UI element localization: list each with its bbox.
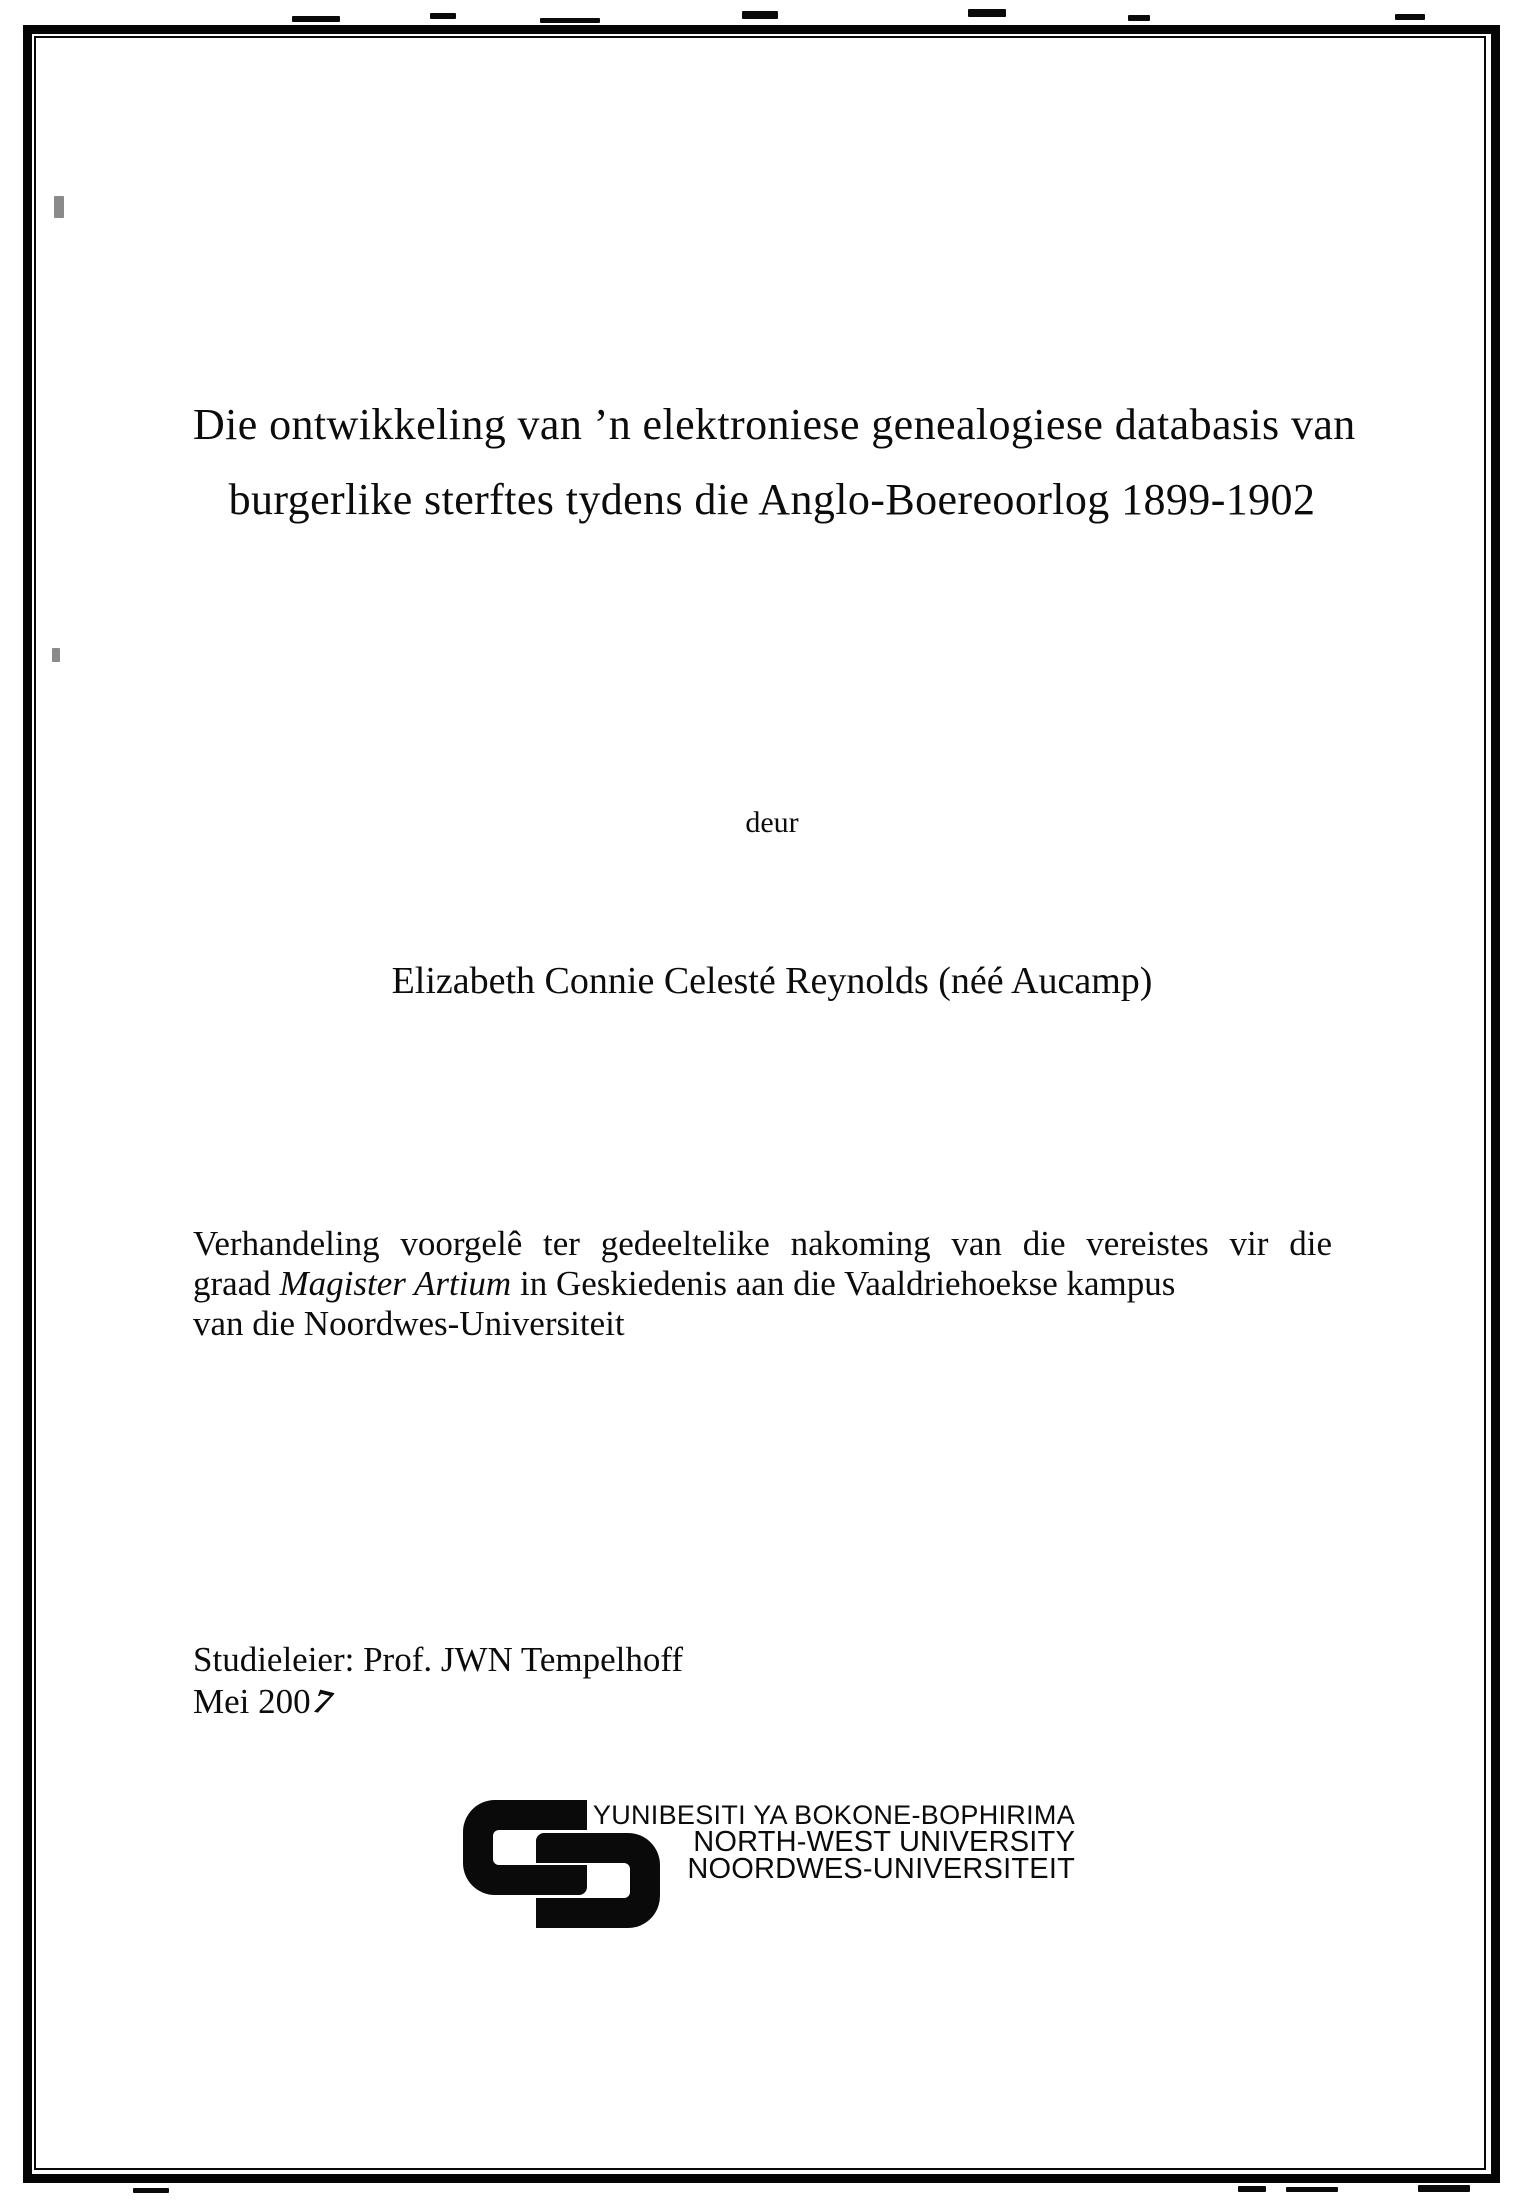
scan-noise [292,16,340,22]
scan-noise [133,2188,169,2193]
scan-noise [1238,2186,1266,2192]
scan-noise [742,11,778,19]
university-name-afrikaans: NOORDWES-UNIVERSITEIT [687,1853,1075,1885]
thesis-title-line2: burgerlike sterftes tydens die Anglo-Boereoorlog 1899-1902 [228,475,1316,524]
scan-noise [1128,15,1150,21]
degree-statement-line2 [193,1264,1332,1304]
scan-noise [968,9,1006,17]
degree-statement [193,1224,1332,1344]
scan-noise [1418,2185,1470,2192]
university-name-setswana: YUNIBESITI YA BOKONE-BOPHIRIMA [592,1800,1075,1830]
date-prefix: Mei 200 [193,1682,311,1721]
university-name-english: NORTH-WEST UNIVERSITY [693,1826,1075,1858]
scan-noise [540,18,600,23]
date-last-digit: 7 [307,1681,338,1723]
university-wordmark [593,1802,1075,1883]
scan-noise [430,13,456,19]
scan-noise [1286,2187,1338,2192]
date-line [193,1681,683,1723]
degree-statement-line1: Verhandeling voorgelê ter gedeeltelike nakoming van die vereistes vir die [193,1224,1332,1263]
supervisor-block [193,1639,683,1723]
degree-name-italic: Magister Artium [279,1264,512,1303]
thesis-title-line1: Die ontwikkeling van ’n elektroniese genealogiese databasis van [193,400,1356,449]
byline-label: deur [745,806,799,839]
degree-statement-line2-pre: graad [193,1264,280,1303]
degree-statement-line2-post: in Geskiedenis aan die Vaaldriehoekse kampus [511,1264,1176,1303]
supervisor-line: Studieleier: Prof. JWN Tempelhoff [193,1640,684,1679]
scan-noise [1395,14,1425,20]
author-name: Elizabeth Connie Celesté Reynolds (néé Aucamp) [391,960,1153,1002]
thesis-title [193,387,1356,537]
degree-statement-line3: van die Noordwes-Universiteit [193,1304,625,1343]
